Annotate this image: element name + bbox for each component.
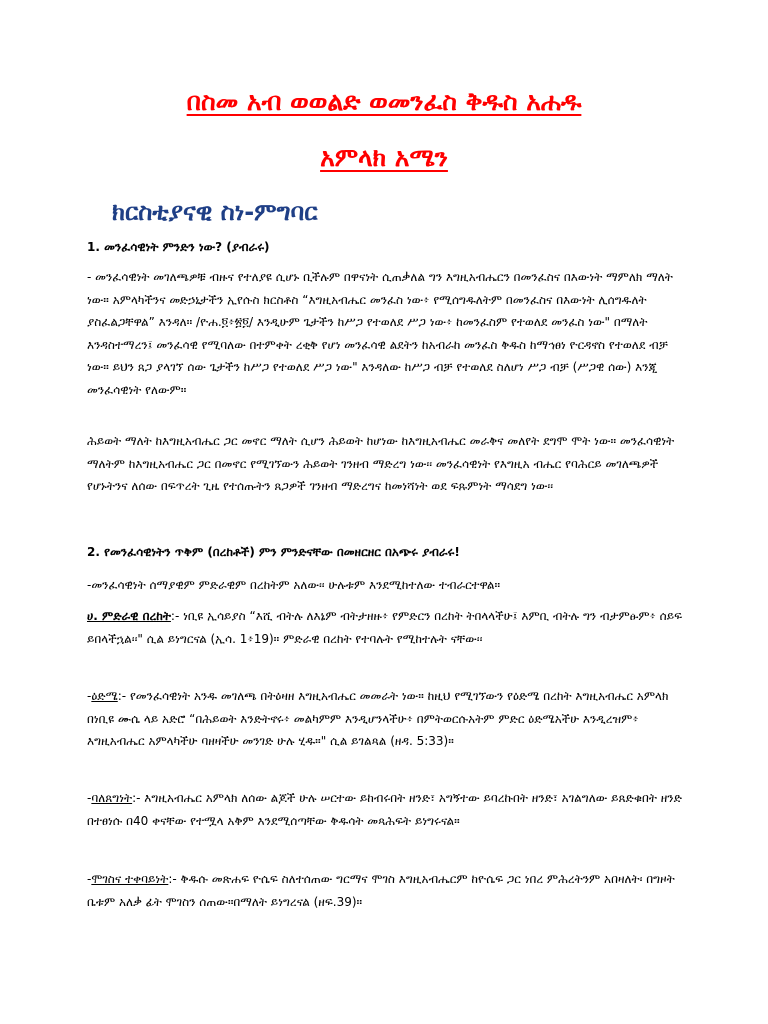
paragraph-earthly-blessing	[87, 605, 687, 650]
paragraph-wealth	[87, 787, 687, 832]
wealth-label: ባለጸግነት	[91, 791, 133, 805]
section-2-intro: -መንፈሳዊነት ሰማያዊም ምድራዊም በረከትም አለው፡፡ ሁሉቱም እንደሚከተለው ተብራርተዋል።	[87, 578, 501, 592]
subtitle: ክርስቲያናዊ ስነ-ምግባር	[112, 198, 318, 226]
section-1-title: 1. መንፈሳዊነት ምንድን ነው? (ያብራሩ)	[87, 240, 270, 254]
grace-prefix: -	[87, 872, 92, 886]
title-line-1: በስመ አብ ወወልድ ወመንፈስ ቅዱስ አሐዱ	[186, 87, 582, 116]
section-1-paragraph-1: - መንፈሳዊነት መገለጫዎቹ ብዙና የተለያዩ ሲሆኑ ቢችሉም በዋናነት ሲጠቃለል ግን እግዚአብሔርን በመንፈስና በእውነት ማምለክ ማለት ነው። አምላካችንና መድኃኒታችን ኢየሱስ ክርስቶስ “እግዚአብሔር መንፈስ ነው፥ የሚሰግዱለትም በመንፈስና በእውነት ሊሰግዱለት ያስፈልጋቸዋል” እንዳለ። /ዮሐ.፬፥፳፬/ እንዲሁም ጌታችን ከሥጋ የተወለደ ሥጋ ነው፥ ከመንፈስም የተወለደ መንፈስ ነው" በማለት እንዳስተማረን፤ መንፈሳዊ የሚባለው በተምቀት ረቂቅ የሆነ መንፈሳዊ ልደትን ከአብራከ መንፈስ ቅዱስ ከማኅፀነ ዮርዳኖስ የተወለደ ብቻ ነው። ይህን ጸጋ ያላገኘ ሰው ጌታችን ከሥጋ የተወለደ ሥጋ ነው" እንዳለው ከሥጋ ብቻ የተወለደ ስለሆነ ሥጋ ብቻ (ሥጋዊ ሰው) እንጂ መንፈሳዊነት የለውም።	[87, 270, 673, 397]
title-line-2: አምላክ አሜን	[320, 143, 448, 172]
paragraph-longevity	[87, 685, 687, 753]
wealth-prefix: -	[87, 791, 92, 805]
wealth-text: :- እግዚአብሔር አምላክ ለሰው ልጆች ሁሉ ሠርተው ይከብሩበት ዘንድ፣ አግኝተው ይባረኩበት ዘንድ፣ አገልግለው ይጸድቁበት ዘንድ በተፀነሱ በ40 ቀናቸው የተሟላ አቅም እንደሚሰጣቸው ቅዱሳት መጻሕፍት ይነግሩናል።	[87, 791, 682, 828]
grace-text: :- ቅዱሱ መጽሐፍ ዮሴፍ ስለተሰጠው ግርማና ሞገስ እግዚአብሔርም ከዮሴፍ ጋር ነበረ ምሕረትንም አበዛለት፡ በግዞት ቤቱም አለቃ ፊት ሞገስን ሰጠው።በማለት ይነግረናል (ዘፍ.39)።	[87, 872, 675, 909]
earthly-blessing-text: :- ነቢዩ ኢሳይያስ “እሺ ብትሉ ለእኔም ብትታዘዙ፥ የምድርን በረከት ትበላላችሁ፤ እምቢ ብትሉ ግን ብታምፁም፥ ሰይፍ ይበላችኋል፡፡" ሲል ይነግርናል (ኢሳ. 1፥19)። ምድራዊ በረከት የተባሉት የሚከተሉት ናቸው፡፡	[87, 609, 683, 646]
grace-label: ሞገስና ተቀባይነት	[91, 872, 169, 886]
longevity-label: ዕድሜ	[91, 689, 118, 703]
paragraph-grace	[87, 868, 687, 913]
section-2-title: 2. የመንፈሳዊነትን ጥቅም (በረከቶች) ምን ምንድናቸው በመዘርዘር በአጭሩ ያብራሩ!	[87, 545, 460, 559]
section-1-paragraph-2: ሕይወት ማለት ከእግዚአብሔር ጋር መኖር ማለት ሲሆን ሕይወት ከሆነው ከእግዚአብሔር መራቅና መለየት ደግሞ ሞት ነው። መንፈሳዊነት ማለትም ከእግዚአብሔር ጋር በመኖር የሚገኘውን ሕይወት ገንዘብ ማድረግ ነው፡፡ መንፈሳዊነት የእግዚአ ብሔር የባሕርይ መገለጫዎች የሆኑትንና ለሰው በፍጥረት ጊዜ የተሰጡትን ጸጋዎች ገንዘብ ማድረግና ከመነሻነት ወደ ፍጹምነት ማሳደግ ነው፡፡	[87, 434, 675, 493]
longevity-prefix: -	[87, 689, 92, 703]
longevity-text: :- የመንፈሳዊነት አንዱ መገለጫ በትዕዛዘ እግዚአብሔር መመራት ነው። ከዚህ የሚገኘውን የዕድሜ በረከት እግዚአብሔር አምላክ በነቢዩ ሙሴ ላይ አድሮ “በሕይወት እንድትኖሩ፥ መልካምም እንዲሆንላችሁ፥ በምትወርሱአትም ምድር ዕድሜአችሁ እንዲረዝም፥ እግዚአብሔር አምላካችሁ ባዘዛችሁ መንገድ ሁሉ ሂዱ።" ሲል ይገልጻል (ዘዳ. 5:33)።	[87, 689, 669, 748]
earthly-blessing-label: ሀ. ምድራዊ በረከት	[87, 609, 171, 623]
